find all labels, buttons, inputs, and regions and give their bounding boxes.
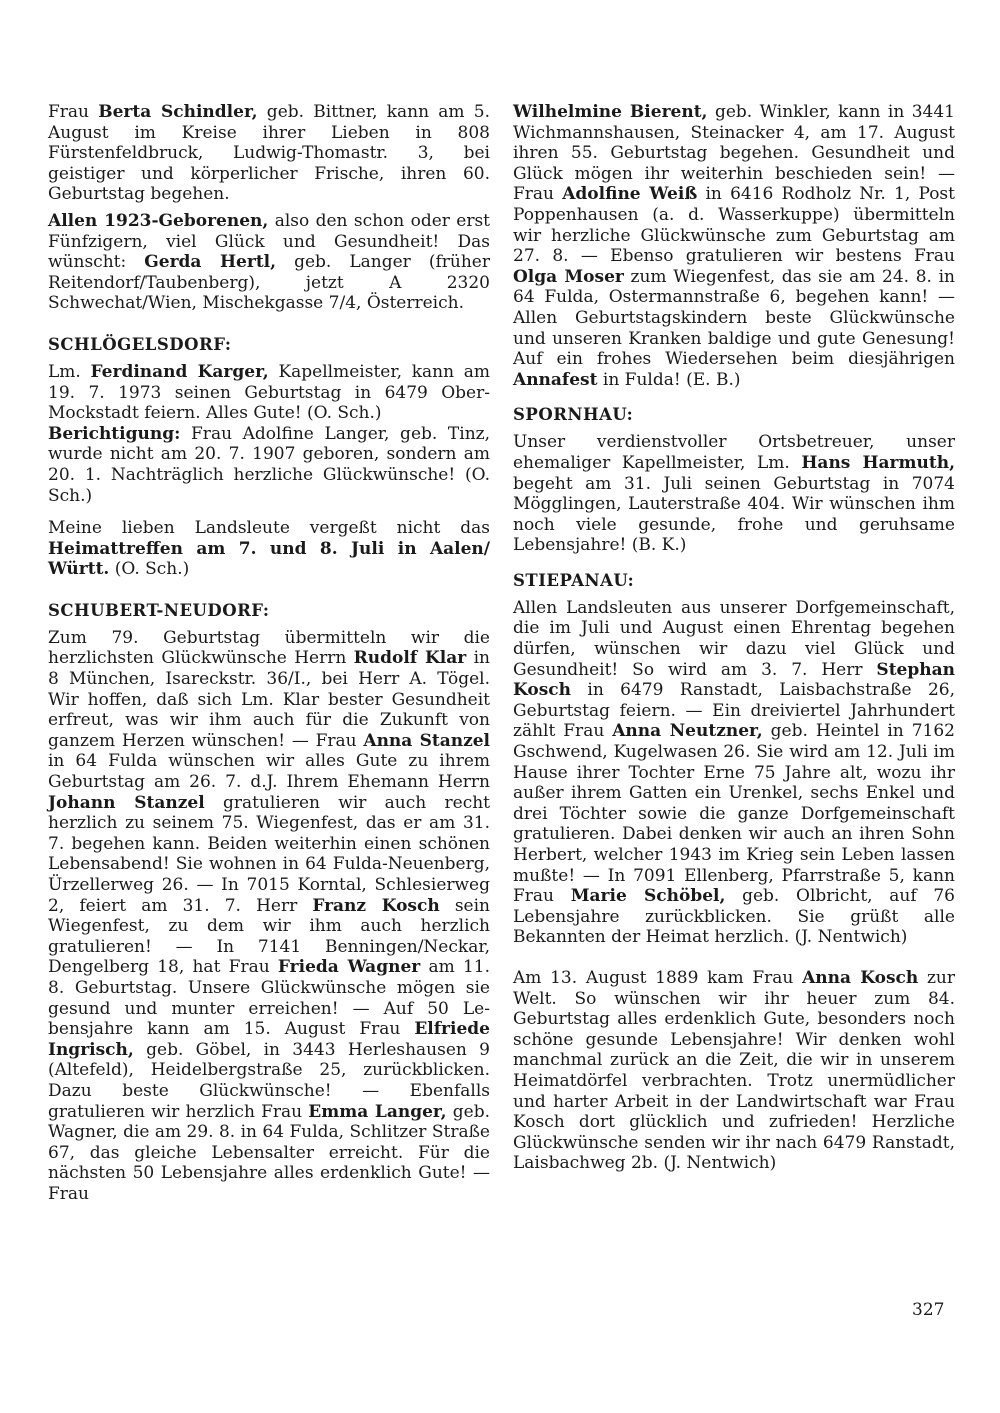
text-run: Meine lieben Landsleute vergeßt nicht das: [48, 518, 490, 539]
section-heading-stiepanau: STIEPANAU:: [513, 570, 635, 590]
person-name: Adolfine Weiß: [562, 184, 698, 205]
text-run: (O. Sch.): [109, 559, 190, 580]
left-column: [48, 102, 490, 1205]
person-name: Berta Schindler,: [98, 102, 258, 122]
text-run: Frau Adolfine Langer, geb. Tinz, wurde nicht am 20. 7. 1907 geboren, sondern am 20. 1. Nachträglich herzliche Glückwünsche! (O. Sch.): [48, 423, 490, 506]
text-run: Lm.: [48, 361, 91, 382]
text-run: in 8 München, Isareckstr. 36/I., bei Herr A. Tögel. Wir hoffen, daß sich Lm. Klar bester Gesundheit erfreut, was wir ihm auch für die Zukunft von ganzem Herzen wünschen! — Frau: [48, 648, 490, 751]
text-run: geb. Bittner, kann am 5. August im Kreise ihrer Lieben in 808 Fürstenfeldbruck, Ludwig-Thomastr. 3, bei geistiger und körperlicher Frische, ihren 60. Geburtstag begehen.: [48, 102, 490, 205]
section-heading-spornhau: SPORNHAU:: [513, 405, 634, 425]
text-run: geb. Heintel in 7162 Gschwend, Kugelwasen 26. Sie wird am 12. Juli im Hause ihrer Tochter Erne 75 Jahre alt, wozu ihr außer ihrem Gatten ein Urenkel, sechs Enkel und drei Töchter sowie die ganze Dorfgemeinschaft gratulieren. Dabei denken wir auch an ihren Sohn Herbert, welcher 1943 im Krieg sein Leben lassen mußte! — In 7091 Ellenberg, Pfarrstraße 5, kann Frau: [513, 721, 955, 907]
text-run: geb. Göbel, in 3443 Herleshausen 9 (Altefeld), Heidelbergstraße 25, zurückblicken. Dazu beste Glückwünsche! — Ebenfalls gratulieren wir herzlich Frau: [48, 1039, 490, 1122]
person-name: Elfriede Ingrisch,: [48, 1019, 490, 1060]
person-name: Hans Harmuth,: [801, 452, 955, 473]
bold-run: Berichtigung:: [48, 423, 181, 444]
bold-run: Allen 1923-Geborenen,: [48, 210, 269, 231]
allen-1923-paragraph: [48, 211, 490, 314]
text-run: geb. Langer (früher Reitendorf/Taubenberg), jetzt A 2320 Schwechat/Wien, Mischekgasse 7/4, Österreich.: [48, 252, 490, 314]
text-run: in 6479 Ranstadt, Laisbachstraße 26, Geburtstag feiern. — Ein dreiviertel Jahrhundert zählt Frau: [513, 680, 955, 742]
stiepanau-paragraph: [513, 598, 955, 948]
person-name: Frieda Wagner: [277, 957, 421, 978]
text-run: geb. Wagner, die am 29. 8. in 64 Fulda, Schlitzer Straße 67, das gleiche Lebensalter erreicht. Für die nächsten 50 Lebensjahre alles erdenklich Gute! — Frau: [48, 1101, 490, 1204]
person-name: Ferdinand Karger,: [90, 361, 269, 382]
text-run: Am 13. August 1889 kam Frau: [513, 967, 803, 988]
section-heading-schubert-neudorf: SCHUBERT-NEUDORF:: [48, 600, 270, 620]
text-run: in 64 Fulda wünschen wir alles Gute zu ihrem Geburtstag am 26. 7. d.J. Ihrem Ehemann Herrn: [48, 751, 490, 793]
text-run: gratulieren wir auch recht herzlich zu seinem 75. Wiegenfest, das er am 31. 7. begehen kann. Beiden weiterhin einen schönen Lebensabend! Sie wohnen in 64 Fulda-Neuenberg, Ürzellerweg 26. — In 7015 Korntal, Schlesierweg 2, feiert am 31. 7. Herr: [48, 792, 490, 916]
anna-kosch-paragraph: [513, 968, 955, 1174]
bold-run: Heimattreffen am 7. und 8. Juli in Aalen/ Württ.: [48, 538, 490, 580]
text-run: zur Welt. So wünschen wir ihr heuer zum 84. Geburtstag alles erdenklich Gute, besonders noch schöne gesunde Lebensjahre! Wir denken wohl manchmal zurück an die Zeit, die wir in unserem Heimatdörfel verbrachten. Trotz unermüdlicher und harter Arbeit in der Landwirtschaft war Frau Kosch dort glücklich und zufrieden! Herzliche Glückwünsche senden wir ihr nach 6479 Ranstadt, Laisbachweg 2b. (J. Nentwich): [513, 967, 955, 1174]
person-name: Gerda Hertl,: [144, 252, 277, 273]
text-run: zum Wiegenfest, das sie am 24. 8. in 64 Fulda, Ostermannstraße 6, begehen kann! — Allen Geburtstagskindern beste Glückwünsche und unseren Kranken baldige und gute Genesung! Auf ein frohes Wiedersehen beim diesjährigen: [513, 266, 955, 370]
page-number: 327: [912, 1300, 945, 1320]
text-run: Zum 79. Geburtstag übermitteln wir die herzlichsten Glückwünsche Herrn: [48, 627, 490, 669]
bierent-paragraph: [513, 102, 955, 390]
karger-paragraph: [48, 362, 490, 424]
heimattreffen-paragraph: [48, 518, 490, 580]
person-name: Anna Neutzner,: [612, 721, 763, 742]
text-run: begeht am 31. Juli seinen Geburtstag in 7074 Mögglingen, Lauterstraße 404. Wir wünschen ihm noch viele gesunde, frohe und geruhsame Lebensjahre! (B. K.): [513, 473, 955, 556]
section-heading-schloegelsdorf: SCHLÖGELSDORF:: [48, 334, 232, 354]
text-run: Frau: [48, 102, 99, 122]
person-name: Rudolf Klar: [353, 648, 467, 669]
person-name: Stephan Kosch: [513, 659, 955, 701]
person-name: Olga Moser: [513, 266, 624, 287]
text-run: am 11. 8. Geburtstag. Unsere Glückwünsche mögen sie gesund und munter erreichen! — Auf 50 Lebensjahre kann am 15. August Frau: [48, 957, 490, 1040]
person-name: Johann Stanzel: [48, 792, 205, 813]
person-name: Wilhelmine Bierent,: [513, 102, 708, 122]
person-name: Anna Kosch: [802, 967, 919, 988]
schindler-paragraph: [48, 102, 490, 205]
berichtigung-paragraph: [48, 424, 490, 506]
text-run: in Fulda! (E. B.): [597, 369, 741, 390]
person-name: Emma Langer,: [308, 1101, 447, 1122]
spornhau-paragraph: [513, 432, 955, 556]
text-run: Unser verdienstvoller Ortsbetreuer, unser ehemaliger Kapellmeister, Lm.: [513, 432, 955, 473]
bold-run: Annafest: [513, 369, 598, 390]
person-name: Franz Kosch: [312, 895, 440, 916]
text-run: also den schon oder erst Fünfzigern, viel Glück und Gesundheit! Das wünscht:: [48, 210, 490, 273]
right-column: [513, 102, 955, 1174]
text-run: geb. Winkler, kann in 3441 Wichmannshausen, Steinacker 4, am 17. August ihren 55. Geburtstag begehen. Gesundheit und Glück mögen ihr weiterhin beschieden sein! — Frau: [513, 102, 955, 205]
schubert-paragraph: [48, 628, 490, 1205]
text-run: sein Wiegenfest, zu dem wir ihm auch herzlich gratulieren! — In 7141 Benningen/Neckar, Dengelberg 18, hat Frau: [48, 895, 490, 978]
text-run: in 6416 Rodholz Nr. 1, Post Poppenhausen (a. d. Wasserkuppe) übermitteln wir herzliche Glückwünsche zum Geburtstag am 27. 8. — Ebenso gratulieren wir bestens Frau: [513, 184, 955, 267]
person-name: Marie Schöbel,: [570, 886, 726, 907]
text-run: Allen Landsleuten aus unserer Dorfgemeinschaft, die im Juli und August einen Ehrentag begehen dürfen, wünschen wir dazu viel Glück und Gesundheit! So wird am 3. 7. Herr: [513, 597, 955, 680]
text-run: Kapellmeister, kann am 19. 7. 1973 seinen Geburtstag in 6479 Ober-Mockstadt feiern. Alles Gute! (O. Sch.): [48, 361, 491, 424]
text-run: geb. Olbricht, auf 76 Lebensjahre zurückblicken. Sie grüßt alle Bekannten der Heimat herzlich. (J. Nentwich): [513, 886, 955, 948]
person-name: Anna Stanzel: [363, 730, 491, 751]
